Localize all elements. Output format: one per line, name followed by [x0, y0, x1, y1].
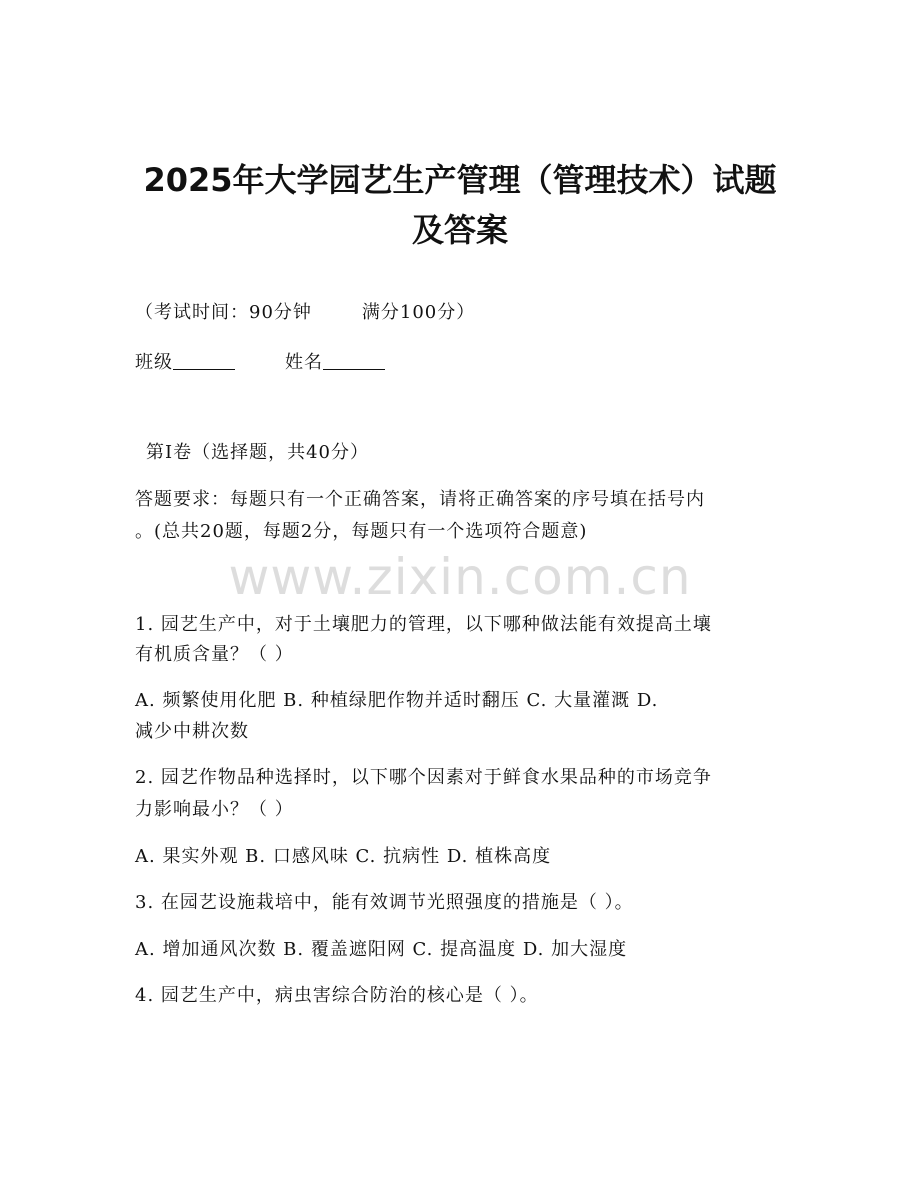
question-1-stem-line1: 1. 园艺生产中，对于土壤肥力的管理，以下哪种做法能有效提高土壤: [135, 614, 712, 635]
exam-info: [135, 300, 475, 326]
question-2-stem-line1: 2. 园艺作物品种选择时，以下哪个因素对于鲜食水果品种的市场竞争: [135, 767, 712, 788]
student-info: [135, 350, 385, 376]
question-1-options-line2: 减少中耕次数: [135, 721, 249, 742]
name-blank[interactable]: [323, 351, 385, 370]
question-1-options-line1: A. 频繁使用化肥 B. 种植绿肥作物并适时翻压 C. 大量灌溉 D.: [135, 690, 659, 711]
question-2-stem-line2: 力影响最小？（ ）: [135, 799, 294, 820]
name-label: 姓名: [285, 352, 323, 373]
question-3-stem-line1: 3. 在园艺设施栽培中，能有效调节光照强度的措施是（ ）。: [135, 892, 634, 913]
exam-score: 满分100分）: [361, 302, 476, 323]
question-1-stem-line2: 有机质含量？（ ）: [135, 644, 294, 665]
document-title-line2: 及答案: [411, 211, 508, 249]
instructions-line2: 。(总共20题，每题2分，每题只有一个选项符合题意): [135, 521, 588, 542]
document-title-line1: 2025年大学园艺生产管理（管理技术）试题: [143, 161, 777, 199]
question-2-options-line1: A. 果实外观 B. 口感风味 C. 抗病性 D. 植株高度: [135, 846, 552, 867]
question-4-stem-line1: 4. 园艺生产中，病虫害综合防治的核心是（ ）。: [135, 985, 539, 1006]
section-heading: 第Ⅰ卷（选择题，共40分）: [146, 442, 370, 463]
question-3-options-line1: A. 增加通风次数 B. 覆盖遮阳网 C. 提高温度 D. 加大湿度: [135, 939, 628, 960]
class-blank[interactable]: [173, 351, 235, 370]
watermark: www.zixin.com.cn: [228, 548, 692, 606]
exam-time: （考试时间：90分钟: [135, 302, 312, 323]
instructions-line1: 答题要求：每题只有一个正确答案，请将正确答案的序号填在括号内: [135, 489, 705, 510]
class-label: 班级: [135, 352, 173, 373]
